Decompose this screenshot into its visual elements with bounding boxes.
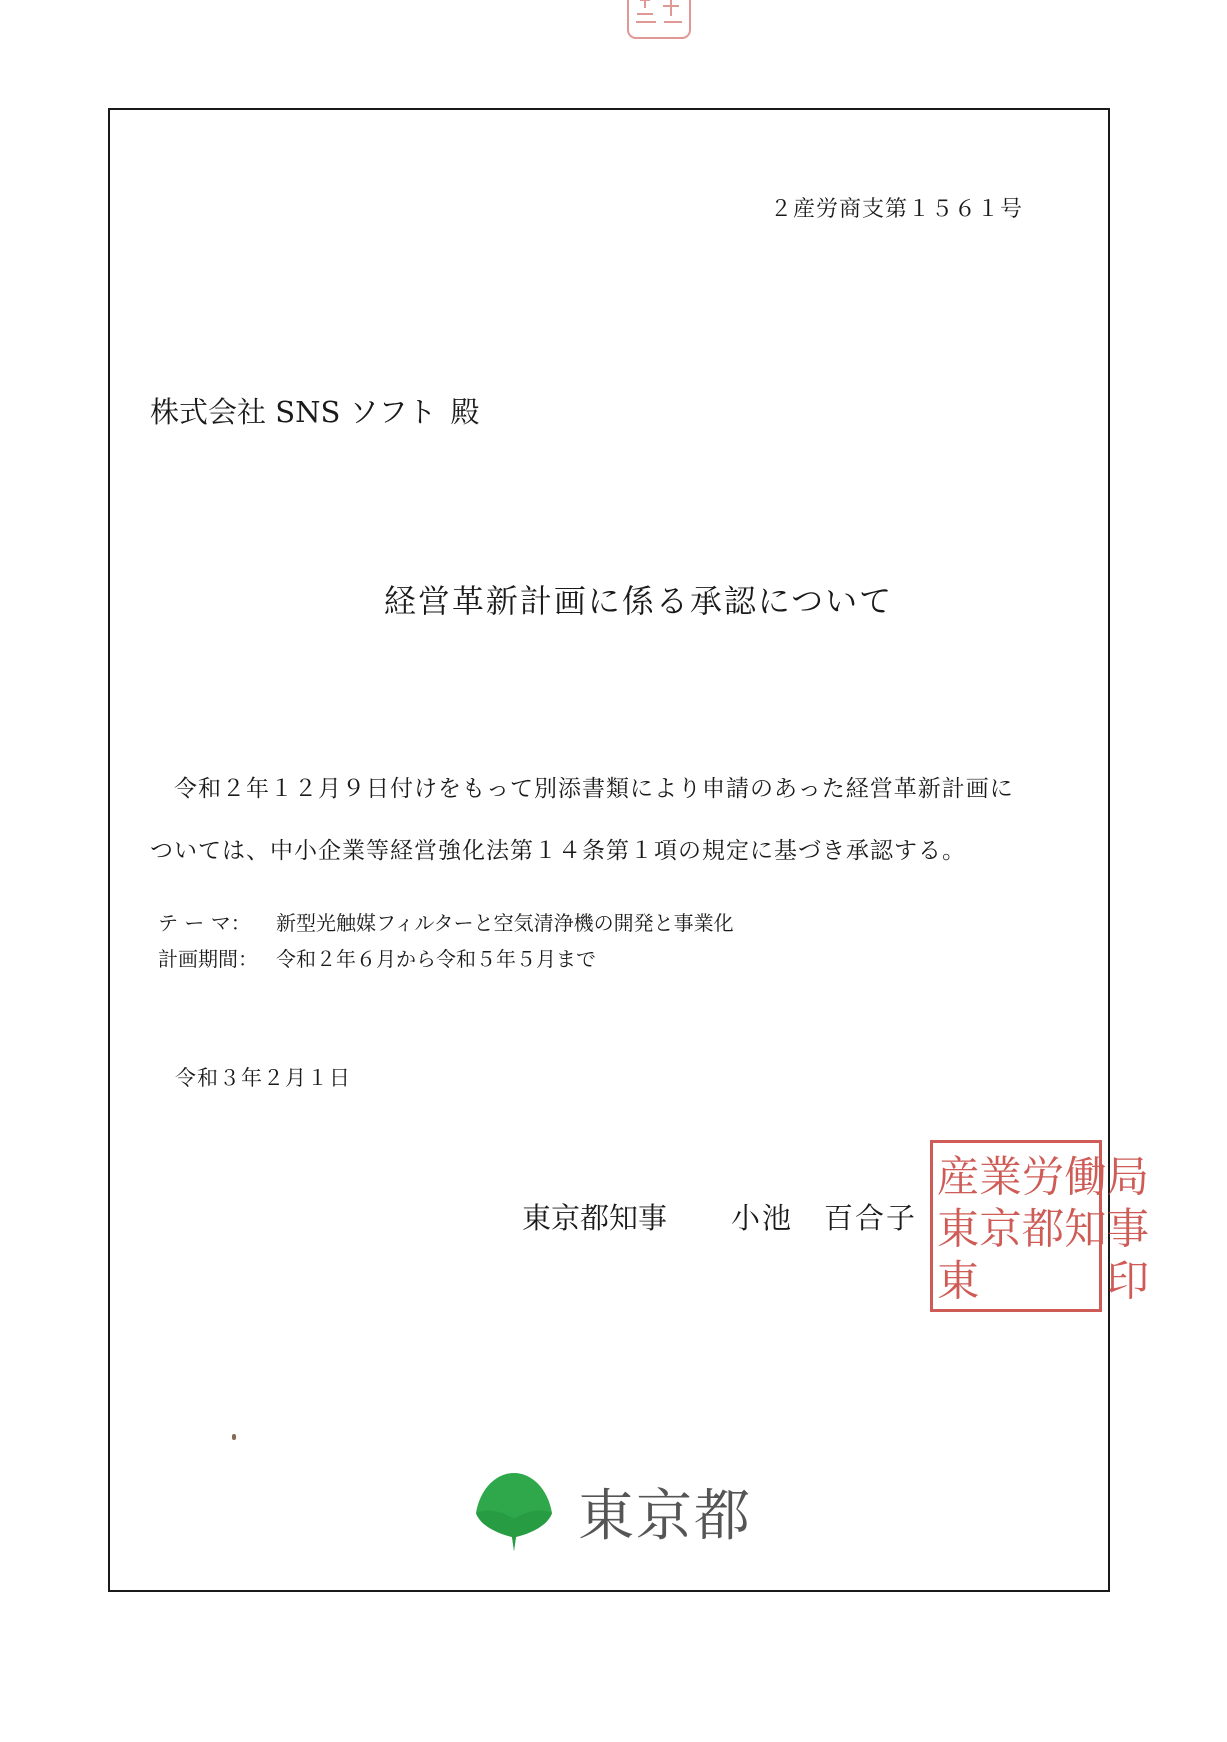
- addressee: [150, 390, 480, 431]
- signer: [522, 1196, 917, 1237]
- svg-text:産業労働局: 産業労働局: [936, 1153, 1150, 1203]
- top-partial-seal: [624, 0, 694, 42]
- issue-date: 令和３年２月１日: [175, 1066, 351, 1090]
- detail-row-period: [158, 941, 734, 977]
- scan-speck: [232, 1434, 236, 1440]
- svg-text:東京都知事: 東京都知事: [936, 1205, 1150, 1255]
- logo-text: 東京都: [578, 1484, 752, 1549]
- addressee-honorific: 殿: [450, 395, 480, 429]
- document-title: 経営革新計画に係る承認について: [383, 582, 894, 620]
- detail-value: 新型光触媒フィルターと空気清浄機の開発と事業化: [276, 911, 734, 935]
- body-line: ついては、中小企業等経営強化法第１４条第１項の規定に基づき承認する。: [150, 838, 966, 864]
- body-text: [150, 758, 1050, 882]
- svg-text:東 印: 東 印: [936, 1257, 1150, 1307]
- tokyo-metropolitan-logo: [476, 1472, 752, 1552]
- body-line: 令和２年１２月９日付けをもって別添書類により申請のあった経営革新計画に: [174, 776, 1014, 802]
- detail-row-theme: [158, 905, 734, 941]
- plan-details: [158, 905, 734, 977]
- ginkgo-leaf-icon: [476, 1473, 552, 1551]
- detail-label: 計画期間：: [158, 947, 258, 971]
- document-number: ２産労商支第１５６１号: [770, 197, 1024, 222]
- detail-label: テ ー マ：: [158, 911, 251, 935]
- detail-value: 令和２年６月から令和５年５月まで: [276, 947, 596, 971]
- signer-title: 東京都知事: [522, 1201, 668, 1235]
- official-seal-stamp: [930, 1140, 1150, 1312]
- signer-name: 小池 百合子: [731, 1201, 918, 1235]
- addressee-name: 株式会社 SNS ソフト: [150, 395, 437, 429]
